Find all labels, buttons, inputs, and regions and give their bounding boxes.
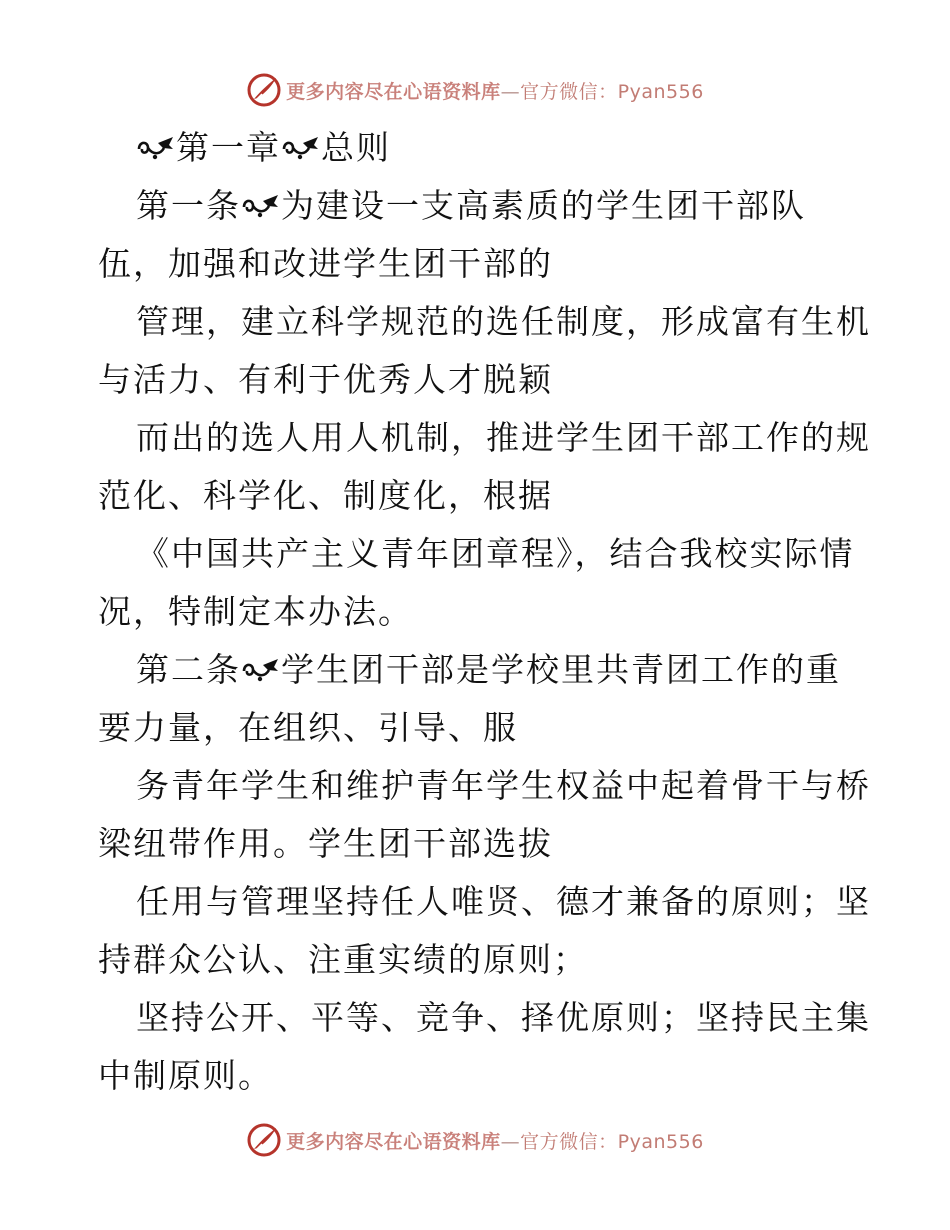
watermark-separator: — [500, 80, 521, 103]
floral-ornament-icon [136, 133, 176, 163]
article-2-line-6: 持群众公认、注重实绩的原则； [98, 940, 588, 979]
footer-watermark [0, 1120, 950, 1160]
article-2-line-8: 中制原则。 [98, 1056, 273, 1095]
article-1-line-8: 况，特制定本办法。 [98, 592, 413, 631]
header-watermark [0, 70, 950, 110]
article-1-line-7: 《中国共产主义青年团章程》，结合我校实际情 [136, 534, 855, 573]
article-1-label: 第一条 [136, 186, 241, 225]
article-1-line-4: 与活力、有利于优秀人才脱颖 [98, 360, 553, 399]
article-2-line-5: 任用与管理坚持任人唯贤、德才兼备的原则；坚 [136, 882, 871, 921]
chapter-title: 总则 [321, 128, 391, 167]
article-1-line-5: 而出的选人用人机制，推进学生团干部工作的规 [136, 418, 871, 457]
article-2-line-7: 坚持公开、平等、竞争、择优原则；坚持民主集 [136, 998, 871, 1037]
quill-pen-logo-icon [246, 1122, 282, 1158]
article-2-text-line: 学生团干部是学校里共青团工作的重 [281, 650, 841, 689]
floral-ornament-icon [241, 191, 281, 221]
watermark-contact: 官方微信：Pyan556 [520, 1130, 704, 1153]
floral-ornament-icon [241, 655, 281, 685]
article-2-line-3: 务青年学生和维护青年学生权益中起着骨干与桥 [136, 766, 871, 805]
watermark-contact: 官方微信：Pyan556 [520, 80, 704, 103]
article-1-line-3: 管理，建立科学规范的选任制度，形成富有生机 [136, 302, 871, 341]
article-1-line-6: 范化、科学化、制度化，根据 [98, 476, 553, 515]
watermark-site-name: 更多内容尽在心语资料库 [286, 1130, 501, 1153]
chapter-number: 第一章 [176, 128, 281, 167]
quill-pen-logo-icon [246, 72, 282, 108]
chapter-heading [136, 126, 391, 170]
article-2-line-2: 要力量，在组织、引导、服 [98, 708, 518, 747]
article-1-text-line: 为建设一支高素质的学生团干部队 [281, 186, 806, 225]
article-2-line-4: 梁纽带作用。学生团干部选拔 [98, 824, 553, 863]
article-1-line-1 [136, 184, 806, 228]
article-2-label: 第二条 [136, 650, 241, 689]
article-1-line-2: 伍，加强和改进学生团干部的 [98, 244, 553, 283]
article-2-line-1 [136, 648, 841, 692]
watermark-site-name: 更多内容尽在心语资料库 [286, 80, 501, 103]
floral-ornament-icon [281, 133, 321, 163]
watermark-separator: — [500, 1130, 521, 1153]
